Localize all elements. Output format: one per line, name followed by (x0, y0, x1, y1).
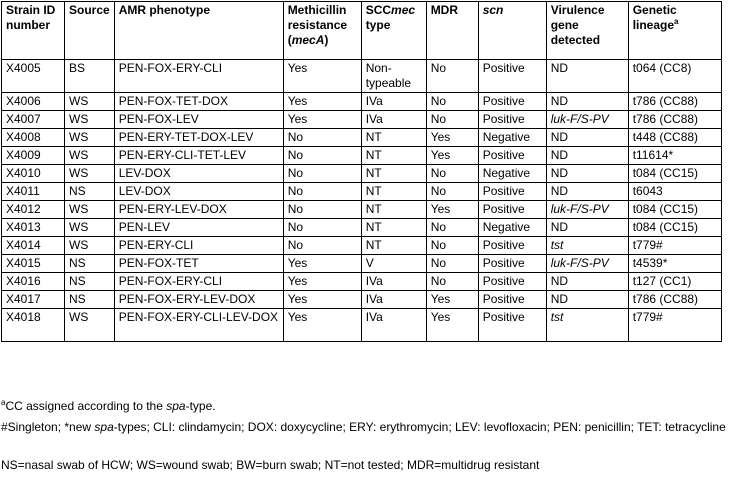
header-meth-text-2: ) (324, 33, 329, 47)
header-scn-text: scn (482, 3, 504, 17)
cell-mdr: No (426, 237, 478, 255)
cell-genetic-lineage: t084 (CC15) (628, 201, 721, 219)
cell-mdr: No (426, 255, 478, 273)
cell-genetic-lineage: t4539* (628, 255, 721, 273)
cell-sccmec-type: IVa (361, 309, 426, 342)
cell-methicillin: No (283, 129, 361, 147)
virulence-gene-name: tst (550, 310, 564, 324)
cell-strain-id: X4007 (2, 111, 65, 129)
header-methicillin-resistance (283, 2, 361, 60)
table-row (2, 237, 722, 255)
table-row (2, 273, 722, 291)
table-row (2, 291, 722, 309)
cell-scn: Negative (478, 165, 546, 183)
cell-genetic-lineage: t786 (CC88) (628, 93, 721, 111)
cell-amr-phenotype: LEV-DOX (114, 183, 283, 201)
cell-genetic-lineage: t11614* (628, 147, 721, 165)
cell-scn: Positive (478, 291, 546, 309)
strain-table (1, 1, 722, 342)
cell-scn: Positive (478, 201, 546, 219)
cell-strain-id: X4009 (2, 147, 65, 165)
cell-amr-phenotype: PEN-ERY-CLI (114, 237, 283, 255)
cell-virulence-gene (546, 201, 628, 219)
cell-sccmec-type: IVa (361, 291, 426, 309)
cell-strain-id: X4010 (2, 165, 65, 183)
cell-methicillin: Yes (283, 111, 361, 129)
table-row (2, 219, 722, 237)
cell-scn: Positive (478, 255, 546, 273)
cell-source: WS (65, 237, 115, 255)
cell-scn: Positive (478, 111, 546, 129)
cell-scn: Negative (478, 129, 546, 147)
table-header-row (2, 2, 722, 60)
footnote-b-post: -types; CLI: clindamycin; DOX: doxycycline; ERY: erythromycin; LEV: levofloxacin; PEN: penicillin; TET: tetracycline (113, 420, 726, 434)
cell-strain-id: X4013 (2, 219, 65, 237)
footnote-abbreviations (1, 420, 751, 435)
cell-amr-phenotype: PEN-FOX-LEV (114, 111, 283, 129)
header-source: Source (65, 2, 115, 60)
cell-virulence-gene (546, 111, 628, 129)
cell-genetic-lineage: t064 (CC8) (628, 60, 721, 93)
cell-strain-id: X4018 (2, 309, 65, 342)
cell-virulence-gene: ND (546, 273, 628, 291)
cell-virulence-gene: ND (546, 60, 628, 93)
header-meth-text-1: Methicillin resistance ( (287, 3, 348, 47)
cell-sccmec-type: Non-typeable (361, 60, 426, 93)
cell-source: NS (65, 183, 115, 201)
cell-scn: Positive (478, 147, 546, 165)
cell-genetic-lineage: t127 (CC1) (628, 273, 721, 291)
cell-sccmec-type: V (361, 255, 426, 273)
cell-genetic-lineage: t448 (CC88) (628, 129, 721, 147)
cell-mdr: No (426, 273, 478, 291)
header-strain-id: Strain ID number (2, 2, 65, 60)
cell-amr-phenotype: PEN-FOX-ERY-CLI (114, 60, 283, 93)
cell-strain-id: X4011 (2, 183, 65, 201)
cell-source: WS (65, 165, 115, 183)
cell-strain-id: X4015 (2, 255, 65, 273)
cell-amr-phenotype: LEV-DOX (114, 165, 283, 183)
cell-scn: Positive (478, 237, 546, 255)
cell-virulence-gene (546, 255, 628, 273)
cell-strain-id: X4014 (2, 237, 65, 255)
footnote-b-pre: #Singleton; *new (1, 420, 95, 434)
header-scn (478, 2, 546, 60)
virulence-gene-name: luk-F/S-PV (550, 256, 609, 270)
cell-mdr: Yes (426, 291, 478, 309)
cell-methicillin: No (283, 165, 361, 183)
cell-sccmec-type: IVa (361, 111, 426, 129)
cell-scn: Positive (478, 309, 546, 342)
cell-strain-id: X4012 (2, 201, 65, 219)
cell-virulence-gene: ND (546, 93, 628, 111)
table-row (2, 93, 722, 111)
header-meth-gene: mecA (291, 33, 325, 47)
cell-scn: Positive (478, 60, 546, 93)
table-row (2, 255, 722, 273)
virulence-gene-name: luk-F/S-PV (550, 112, 609, 126)
header-virulence-gene: Virulence gene detected (546, 2, 628, 60)
header-amr-phenotype: AMR phenotype (114, 2, 283, 60)
cell-sccmec-type: NT (361, 219, 426, 237)
cell-mdr: No (426, 219, 478, 237)
cell-source: WS (65, 219, 115, 237)
cell-amr-phenotype: PEN-ERY-LEV-DOX (114, 201, 283, 219)
cell-amr-phenotype: PEN-FOX-TET-DOX (114, 93, 283, 111)
footnote-a-ital: spa (166, 399, 186, 413)
cell-methicillin: Yes (283, 309, 361, 342)
cell-mdr: Yes (426, 201, 478, 219)
cell-mdr: Yes (426, 129, 478, 147)
cell-mdr: No (426, 111, 478, 129)
cell-mdr: No (426, 93, 478, 111)
table-body (2, 60, 722, 342)
footnote-a-pre: CC assigned according to the (5, 399, 167, 413)
cell-methicillin: No (283, 201, 361, 219)
cell-methicillin: No (283, 147, 361, 165)
cell-strain-id: X4008 (2, 129, 65, 147)
cell-source: WS (65, 111, 115, 129)
table-row (2, 60, 722, 93)
cell-source: WS (65, 129, 115, 147)
header-scc-ital: mec (391, 3, 416, 17)
cell-source: WS (65, 309, 115, 342)
cell-amr-phenotype: PEN-LEV (114, 219, 283, 237)
cell-source: NS (65, 273, 115, 291)
cell-source: WS (65, 93, 115, 111)
cell-scn: Positive (478, 93, 546, 111)
header-scc-text-2: type (365, 18, 391, 32)
table-row (2, 309, 722, 342)
cell-mdr: Yes (426, 147, 478, 165)
cell-virulence-gene: ND (546, 291, 628, 309)
cell-scn: Positive (478, 273, 546, 291)
table-row (2, 201, 722, 219)
cell-amr-phenotype: PEN-FOX-ERY-CLI (114, 273, 283, 291)
cell-virulence-gene (546, 309, 628, 342)
header-genetic-lineage (628, 2, 721, 60)
cell-strain-id: X4006 (2, 93, 65, 111)
cell-methicillin: No (283, 237, 361, 255)
cell-amr-phenotype: PEN-FOX-ERY-LEV-DOX (114, 291, 283, 309)
cell-genetic-lineage: t786 (CC88) (628, 291, 721, 309)
cell-amr-phenotype: PEN-ERY-CLI-TET-LEV (114, 147, 283, 165)
cell-genetic-lineage: t084 (CC15) (628, 165, 721, 183)
cell-methicillin: No (283, 183, 361, 201)
cell-sccmec-type: IVa (361, 273, 426, 291)
cell-mdr: No (426, 60, 478, 93)
cell-virulence-gene (546, 237, 628, 255)
cell-methicillin: Yes (283, 291, 361, 309)
cell-mdr: No (426, 183, 478, 201)
header-lineage-sup: a (674, 17, 679, 26)
cell-virulence-gene: ND (546, 165, 628, 183)
cell-genetic-lineage: t779# (628, 309, 721, 342)
header-scc-text-1: SCC (365, 3, 392, 17)
table-row (2, 129, 722, 147)
cell-amr-phenotype: PEN-FOX-ERY-CLI-LEV-DOX (114, 309, 283, 342)
footnote-a (1, 399, 751, 414)
cell-genetic-lineage: t786 (CC88) (628, 111, 721, 129)
header-sccmec-type (361, 2, 426, 60)
header-mdr: MDR (426, 2, 478, 60)
cell-strain-id: X4017 (2, 291, 65, 309)
cell-sccmec-type: NT (361, 129, 426, 147)
table-row (2, 111, 722, 129)
cell-virulence-gene: ND (546, 147, 628, 165)
cell-source: NS (65, 255, 115, 273)
footnote-sources: NS=nasal swab of HCW; WS=wound swab; BW=burn swab; NT=not tested; MDR=multidrug resistant (1, 458, 540, 472)
cell-amr-phenotype: PEN-ERY-TET-DOX-LEV (114, 129, 283, 147)
table-row (2, 165, 722, 183)
cell-sccmec-type: NT (361, 201, 426, 219)
cell-source: WS (65, 147, 115, 165)
cell-scn: Positive (478, 183, 546, 201)
cell-amr-phenotype: PEN-FOX-TET (114, 255, 283, 273)
cell-source: WS (65, 201, 115, 219)
cell-source: BS (65, 60, 115, 93)
cell-sccmec-type: IVa (361, 93, 426, 111)
cell-source: NS (65, 291, 115, 309)
cell-sccmec-type: NT (361, 237, 426, 255)
cell-mdr: No (426, 165, 478, 183)
cell-methicillin: Yes (283, 60, 361, 93)
cell-sccmec-type: NT (361, 183, 426, 201)
cell-virulence-gene: ND (546, 183, 628, 201)
cell-methicillin: Yes (283, 255, 361, 273)
table-row (2, 183, 722, 201)
cell-methicillin: Yes (283, 93, 361, 111)
cell-scn: Negative (478, 219, 546, 237)
cell-genetic-lineage: t779# (628, 237, 721, 255)
virulence-gene-name: luk-F/S-PV (550, 202, 609, 216)
cell-genetic-lineage: t6043 (628, 183, 721, 201)
cell-virulence-gene: ND (546, 129, 628, 147)
cell-strain-id: X4016 (2, 273, 65, 291)
footnote-a-post: -type. (185, 399, 216, 413)
cell-mdr: Yes (426, 309, 478, 342)
cell-virulence-gene: ND (546, 219, 628, 237)
cell-methicillin: No (283, 219, 361, 237)
virulence-gene-name: tst (550, 238, 564, 252)
cell-strain-id: X4005 (2, 60, 65, 93)
header-lineage-text: Genetic lineage (632, 3, 677, 32)
footnote-a-sup: a (1, 398, 6, 407)
cell-genetic-lineage: t084 (CC15) (628, 219, 721, 237)
footnote-b-ital: spa (94, 420, 114, 434)
cell-sccmec-type: NT (361, 165, 426, 183)
table-row (2, 147, 722, 165)
cell-sccmec-type: NT (361, 147, 426, 165)
cell-methicillin: Yes (283, 273, 361, 291)
